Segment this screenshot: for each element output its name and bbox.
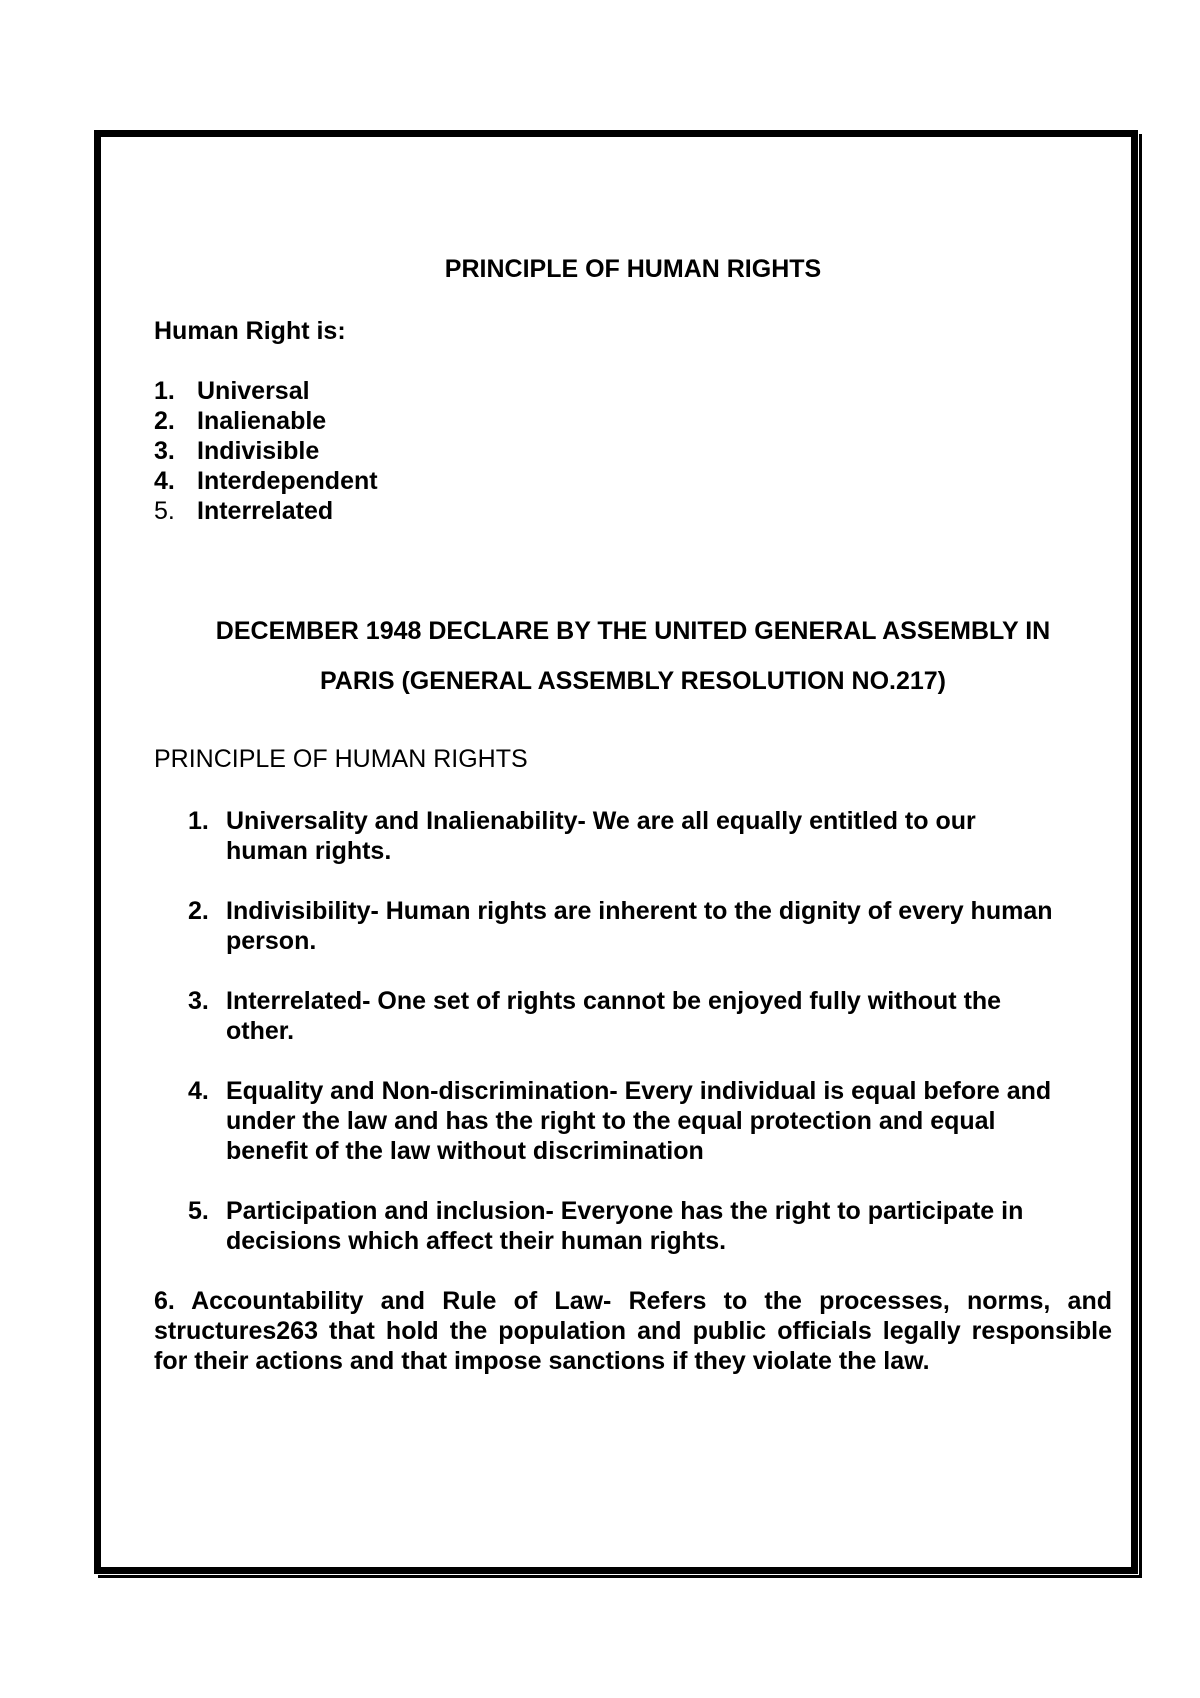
principle-line: Participation and inclusion- Everyone has the right to participate in [226, 1197, 1024, 1225]
principle-line: Universality and Inalienability- We are all equally entitled to our [226, 807, 976, 835]
list-item-number: 5. [154, 497, 175, 525]
list-item-number: 1. [154, 377, 175, 405]
accountability-paragraph: 6. Accountability and Rule of Law- Refers to the processes, norms, and structures263 that hold the population and public officials legally responsible for their actions and that impose sanctions if they violate the law. [154, 1287, 1112, 1375]
declaration-heading-line-1: DECEMBER 1948 DECLARE BY THE UNITED GENERAL ASSEMBLY IN [215, 617, 1051, 645]
principle-number: 2. [188, 897, 209, 925]
principle-line: under the law and has the right to the equal protection and equal [226, 1107, 996, 1135]
principle-line: human rights. [226, 837, 392, 865]
list-item-number: 2. [154, 407, 175, 435]
principle-line: Equality and Non-discrimination- Every individual is equal before and [226, 1077, 1052, 1105]
subheading: PRINCIPLE OF HUMAN RIGHTS [154, 745, 528, 773]
principle-line: Indivisibility- Human rights are inherent to the dignity of every human [226, 897, 1053, 925]
page-title: PRINCIPLE OF HUMAN RIGHTS [444, 255, 822, 283]
intro-label: Human Right is: [154, 317, 346, 345]
declaration-heading-line-2: PARIS (GENERAL ASSEMBLY RESOLUTION NO.217) [319, 667, 947, 695]
principle-line: other. [226, 1017, 295, 1045]
principle-line: person. [226, 927, 317, 955]
principle-line: Interrelated- One set of rights cannot be enjoyed fully without the [226, 987, 1002, 1015]
principle-number: 1. [188, 807, 209, 835]
principle-number: 4. [188, 1077, 209, 1105]
list-item: Indivisible [197, 437, 320, 465]
principle-number: 5. [188, 1197, 209, 1225]
principle-line: decisions which affect their human rights. [226, 1227, 727, 1255]
list-item-number: 4. [154, 467, 175, 495]
principle-line: benefit of the law without discrimination [226, 1137, 704, 1165]
list-item-number: 3. [154, 437, 175, 465]
principle-number: 3. [188, 987, 209, 1015]
list-item: Interdependent [197, 467, 378, 495]
list-item: Interrelated [197, 497, 334, 525]
list-item: Inalienable [197, 407, 327, 435]
list-item: Universal [197, 377, 310, 405]
